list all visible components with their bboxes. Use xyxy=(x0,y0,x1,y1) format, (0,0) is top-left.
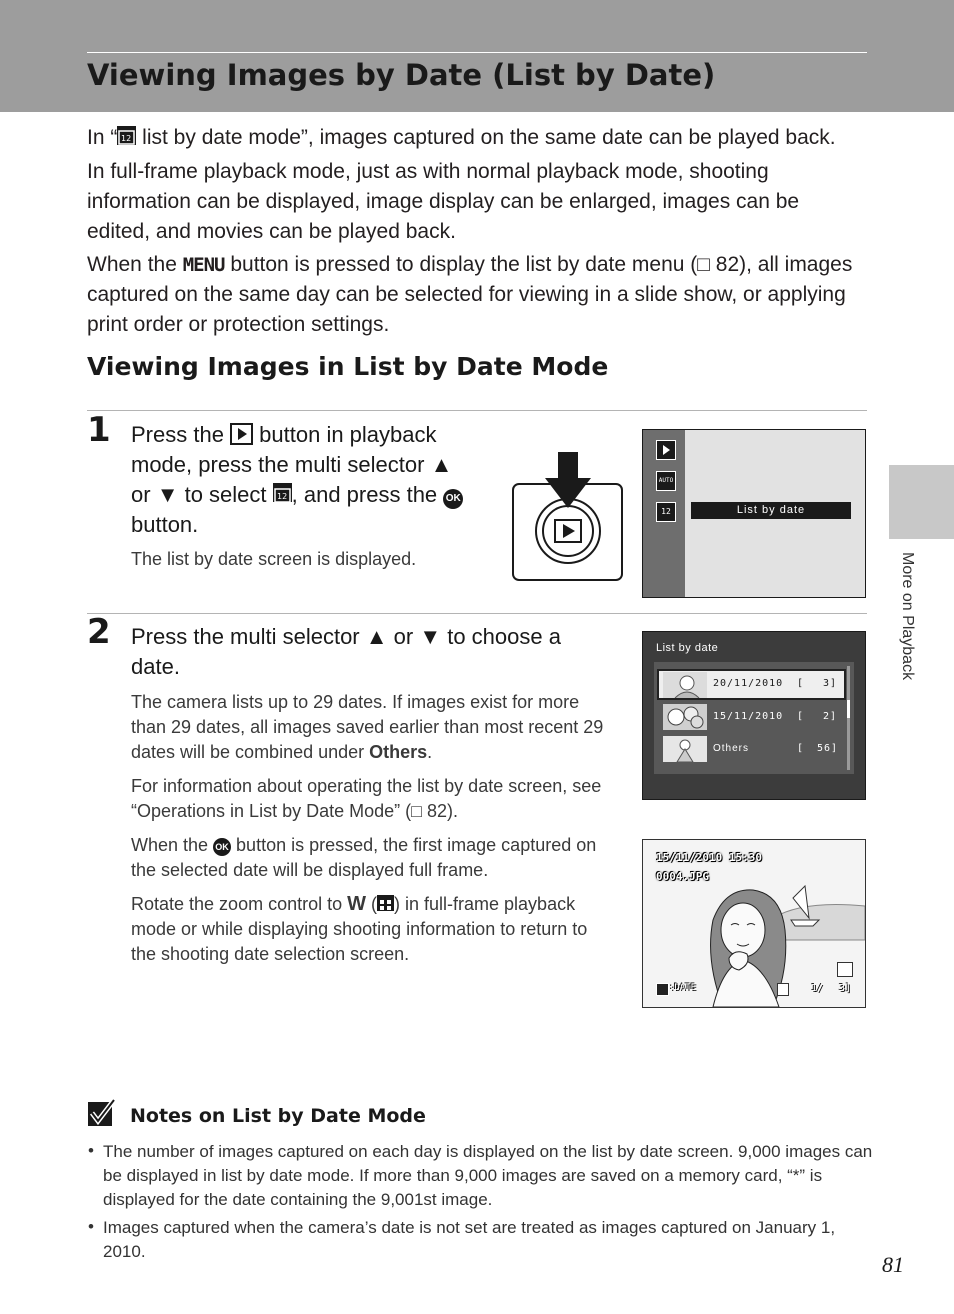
text: In “ xyxy=(87,126,118,149)
page-reference-icon: □ xyxy=(411,801,422,821)
text: Press the xyxy=(131,422,231,447)
chapter-label-text: More on Playback xyxy=(899,552,916,681)
page-title: Viewing Images by Date (List by Date) xyxy=(87,58,716,92)
section-heading: Viewing Images in List by Date Mode xyxy=(87,352,609,381)
page-number: 81 xyxy=(882,1252,904,1277)
image-counter: 1/ xyxy=(811,983,824,994)
step-2-note-3 xyxy=(131,833,611,883)
row-count: 2] xyxy=(823,711,838,722)
image-total: 3] xyxy=(839,983,852,994)
step-divider xyxy=(87,613,867,614)
text: ) in full-frame playback mode or while displaying shooting information to return to the shooting date selection screen. xyxy=(131,894,588,964)
text: or xyxy=(131,482,157,507)
row-date[interactable]: 15/11/2010 xyxy=(713,711,784,722)
text: ( xyxy=(366,894,378,914)
step-2-instruction xyxy=(131,622,611,682)
text: to choose a date. xyxy=(131,624,561,679)
chapter-label xyxy=(894,552,924,702)
datetime-overlay: 15/11/2010 15:30 xyxy=(656,851,762,864)
scrollbar[interactable] xyxy=(847,666,850,770)
up-arrow-icon: ▲ xyxy=(430,452,453,477)
full-frame-photo xyxy=(643,840,865,1007)
text: or xyxy=(387,624,420,649)
page-reference-icon: □ xyxy=(697,253,710,276)
auto-sort-icon: AUTO xyxy=(656,471,676,491)
text: button is pressed to display the list by date menu ( xyxy=(224,253,698,276)
text: . xyxy=(427,742,433,762)
note-item: The number of images captured on each day is displayed on the list by date screen. 9,000 images can be displayed in list by date mode. If more than 9,000 images are saved on a memory card, “*” is displayed for the date containing the 9,001st image. xyxy=(103,1142,873,1209)
playback-mode-icon xyxy=(656,440,676,460)
menu-option-list-by-date[interactable]: List by date xyxy=(691,502,851,519)
step-2-note-4 xyxy=(131,892,611,967)
step-1-note: The list by date screen is displayed. xyxy=(131,549,417,569)
playback-icon xyxy=(230,423,253,445)
text: button. xyxy=(131,512,199,537)
bullet: • xyxy=(88,1217,94,1236)
bullet: • xyxy=(88,1141,94,1160)
ok-indicator-icon xyxy=(777,983,789,996)
menu-button-icon: MENU xyxy=(182,254,225,276)
camera-screen-full-frame xyxy=(642,839,866,1008)
thumbnail-flowers xyxy=(663,704,707,730)
text: Press the multi selector xyxy=(131,624,366,649)
section-divider xyxy=(87,410,867,411)
row-bracket: [ xyxy=(797,743,805,754)
list-by-date-icon xyxy=(273,483,292,502)
step-2-number: 2 xyxy=(87,612,111,652)
svg-text:12: 12 xyxy=(276,492,287,501)
text: When the xyxy=(131,835,214,855)
row-date[interactable]: Others xyxy=(713,743,750,754)
down-arrow-icon: ▼ xyxy=(156,482,179,507)
ok-button-icon: OK xyxy=(213,838,231,856)
text: , and press the xyxy=(291,482,444,507)
text: list by date mode”, images captured on the same date can be played back. xyxy=(136,126,836,149)
note-item: Images captured when the camera’s date is not set are treated as images captured on January 1, 2010. xyxy=(103,1218,836,1261)
thumbnail-person xyxy=(663,736,707,762)
list-by-date-icon: 12 xyxy=(656,502,676,522)
zoom-w-icon: W xyxy=(347,893,367,915)
intro-paragraph-1 xyxy=(87,123,867,153)
filename-overlay: 0004.JPG xyxy=(656,870,709,883)
row-count: 56] xyxy=(817,743,839,754)
chapter-tab xyxy=(889,465,954,539)
notes-title: Notes on List by Date Mode xyxy=(130,1105,426,1127)
down-arrow-icon: ▼ xyxy=(419,624,442,649)
camera-screen-list-by-date xyxy=(642,631,866,800)
up-arrow-icon: ▲ xyxy=(365,624,388,649)
row-date: 20/11/2010 xyxy=(713,678,784,689)
row-bracket: [ xyxy=(797,711,805,722)
text: 82), all images captured on the same day can be selected for viewing in a slide show, or applying print order or protection settings. xyxy=(87,253,853,336)
others-label: Others xyxy=(369,742,428,762)
step-1-instruction xyxy=(131,420,501,540)
playback-button-illustration xyxy=(512,448,624,582)
intro-paragraph-3 xyxy=(87,250,867,340)
text: button is pressed, the first image captured on the selected date will be displayed full frame. xyxy=(131,835,597,880)
scrollbar-thumb[interactable] xyxy=(847,700,850,718)
date-mode-label: :DATE xyxy=(669,983,697,993)
screen-title: List by date xyxy=(656,642,719,654)
text: For information about operating the list by date screen, see “Operations in List by Date Mode” ( xyxy=(131,776,602,821)
zoom-w-indicator-icon xyxy=(656,983,669,996)
text: button in playback mode, press the multi selector xyxy=(131,422,437,477)
step-2-note-1 xyxy=(131,690,611,765)
step-1-number: 1 xyxy=(87,410,111,450)
thumbnail-icon xyxy=(377,895,394,911)
header-band xyxy=(0,0,954,112)
row-count: 3] xyxy=(823,678,838,689)
svg-text:12: 12 xyxy=(121,134,132,143)
camera-screen-playback-menu xyxy=(642,429,866,598)
image-mode-icon xyxy=(837,962,853,977)
step-2-note-2 xyxy=(131,774,611,824)
list-by-date-icon xyxy=(117,126,136,145)
text: to select xyxy=(178,482,273,507)
text: When the xyxy=(87,253,183,276)
header-rule xyxy=(87,52,867,53)
intro-paragraph-2: In full-frame playback mode, just as with normal playback mode, shooting information can be displayed, image display can be enlarged, images can be edited, and movies can be played back. xyxy=(87,160,800,243)
text: 82). xyxy=(422,801,459,821)
row-bracket: [ xyxy=(797,678,805,689)
text: Rotate the zoom control to xyxy=(131,894,348,914)
text: The camera lists up to 29 dates. If images exist for more than 29 dates, all images saved earlier than most recent 29 dates will be combined under xyxy=(131,692,604,762)
thumbnail-portrait xyxy=(663,672,707,698)
ok-button-icon: OK xyxy=(443,489,463,509)
checkmark-note-icon xyxy=(87,1098,117,1128)
